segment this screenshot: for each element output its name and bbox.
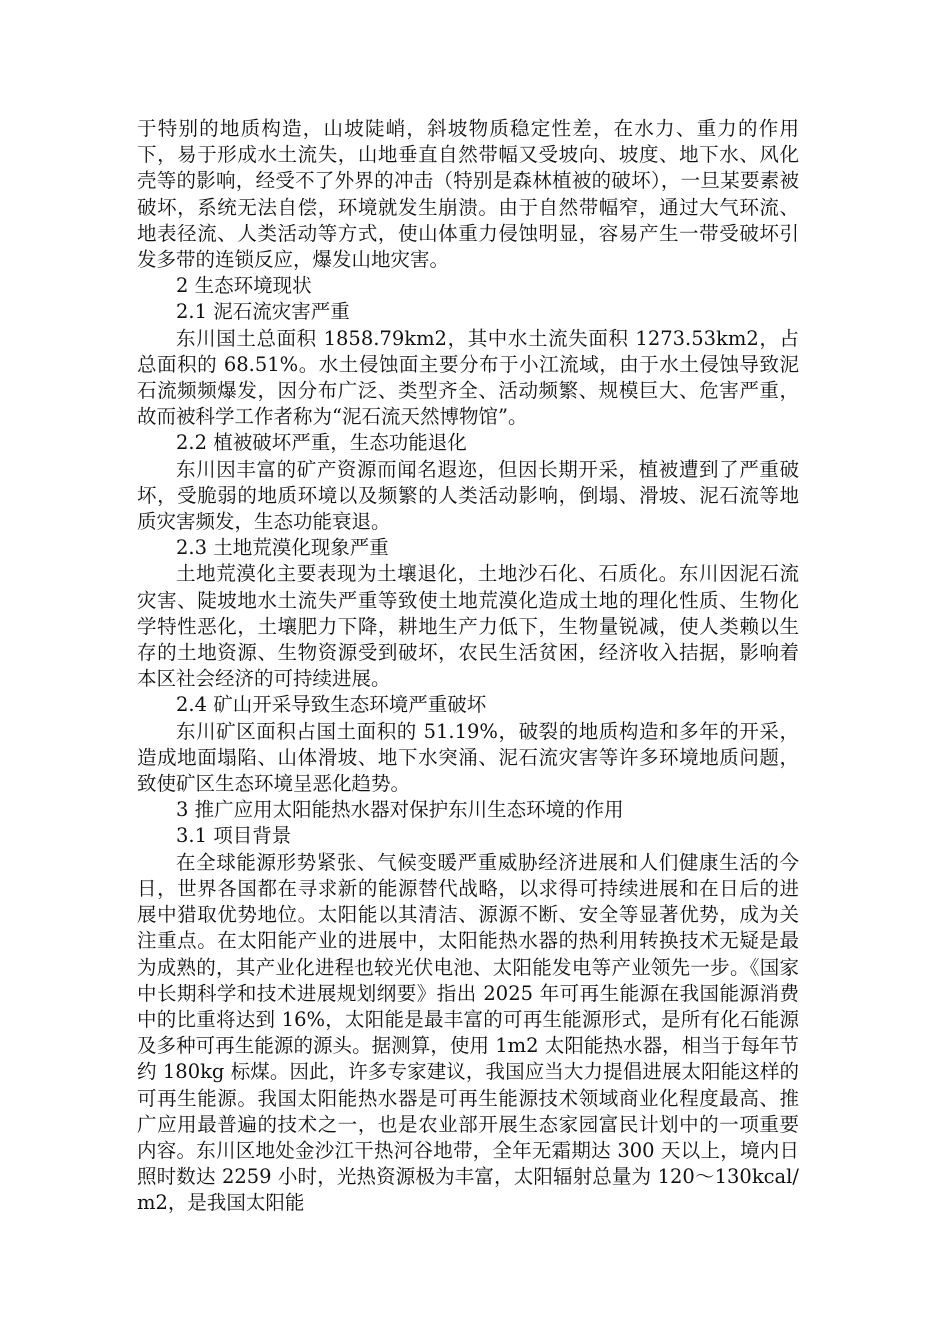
section-heading-2-4: 2.4 矿山开采导致生态环境严重破坏	[176, 693, 487, 717]
section-heading-2-2: 2.2 植被破坏严重，生态功能退化	[176, 431, 467, 455]
document-page	[137, 116, 799, 1217]
paragraph-vegetation: 东川因丰富的矿产资源而闻名遐迩，但因长期开采，植被遭到了严重破坏，受脆弱的地质环境以及频繁的人类活动影响，倒塌、滑坡、泥石流等地质灾害频发，生态功能衰退。	[137, 457, 799, 534]
section-heading-2: 2 生态环境现状	[176, 274, 312, 298]
section-heading-2-3: 2.3 土地荒漠化现象严重	[176, 536, 389, 560]
paragraph-desertification: 土地荒漠化主要表现为土壤退化，土地沙石化、石质化。东川因泥石流灾害、陡坡地水土流失严重等致使土地荒漠化造成土地的理化性质、生物化学特性恶化，土壤肥力下降，耕地生产力低下，生物量锐减，使人类赖以生存的土地资源、生物资源受到破坏，农民生活贫困，经济收入拮据，影响着本区社会经济的可持续进展。	[137, 562, 799, 691]
section-heading-3: 3 推广应用太阳能热水器对保护东川生态环境的作用	[176, 798, 624, 822]
paragraph-debris-flow: 东川国土总面积 1858.79km2，其中水土流失面积 1273.53km2，占总面积的 68.51%。水土侵蚀面主要分布于小江流域，由于水土侵蚀导致泥石流频频爆发，因分布广泛、类型齐全、活动频繁、规模巨大、危害严重，故而被科学工作者称为“泥石流天然博物馆”。	[137, 326, 799, 429]
paragraph-project-background: 在全球能源形势紧张、气候变暖严重威胁经济进展和人们健康生活的今日，世界各国都在寻求新的能源替代战略，以求得可持续进展和在日后的进展中猎取优势地位。太阳能以其清洁、源源不断、安全等显著优势，成为关注重点。在太阳能产业的进展中，太阳能热水器的热利用转换技术无疑是最为成熟的，其产业化进程也较光伏电池、太阳能发电等产业领先一步。《国家中长期科学和技术进展规划纲要》指出 2025 年可再生能源在我国能源消费中的比重将达到 16%，太阳能是最丰富的可再生能源形式，是所有化石能源及多种可再生能源的源头。据测算，使用 1m2 太阳能热水器，相当于每年节约 180kg 标煤。因此，许多专家建议，我国应当大力提倡进展太阳能这样的可再生能源。我国太阳能热水器是可再生能源技术领域商业化程度最高、推广应用最普遍的技术之一，也是农业部开展生态家园富民计划中的一项重要内容。东川区地处金沙江干热河谷地带，全年无霜期达 300 天以上，境内日照时数达 2259 小时，光热资源极为丰富，太阳辐射总量为 120～130kcal/m2，是我国太阳能	[137, 850, 799, 1215]
section-heading-2-1: 2.1 泥石流灾害严重	[176, 300, 350, 324]
section-heading-3-1: 3.1 项目背景	[176, 824, 292, 848]
paragraph-mining: 东川矿区面积占国土面积的 51.19%，破裂的地质构造和多年的开采，造成地面塌陷、山体滑坡、地下水突涌、泥石流灾害等许多环境地质问题，致使矿区生态环境呈恶化趋势。	[137, 719, 799, 796]
paragraph-geology-intro: 于特别的地质构造，山坡陡峭，斜坡物质稳定性差，在水力、重力的作用下，易于形成水土流失，山地垂直自然带幅又受坡向、坡度、地下水、风化壳等的影响，经受不了外界的冲击（特别是森林植被的破坏），一旦某要素被破坏，系统无法自偿，环境就发生崩溃。由于自然带幅窄，通过大气环流、地表径流、人类活动等方式，使山体重力侵蚀明显，容易产生一带受破坏引发多带的连锁反应，爆发山地灾害。	[137, 117, 799, 272]
